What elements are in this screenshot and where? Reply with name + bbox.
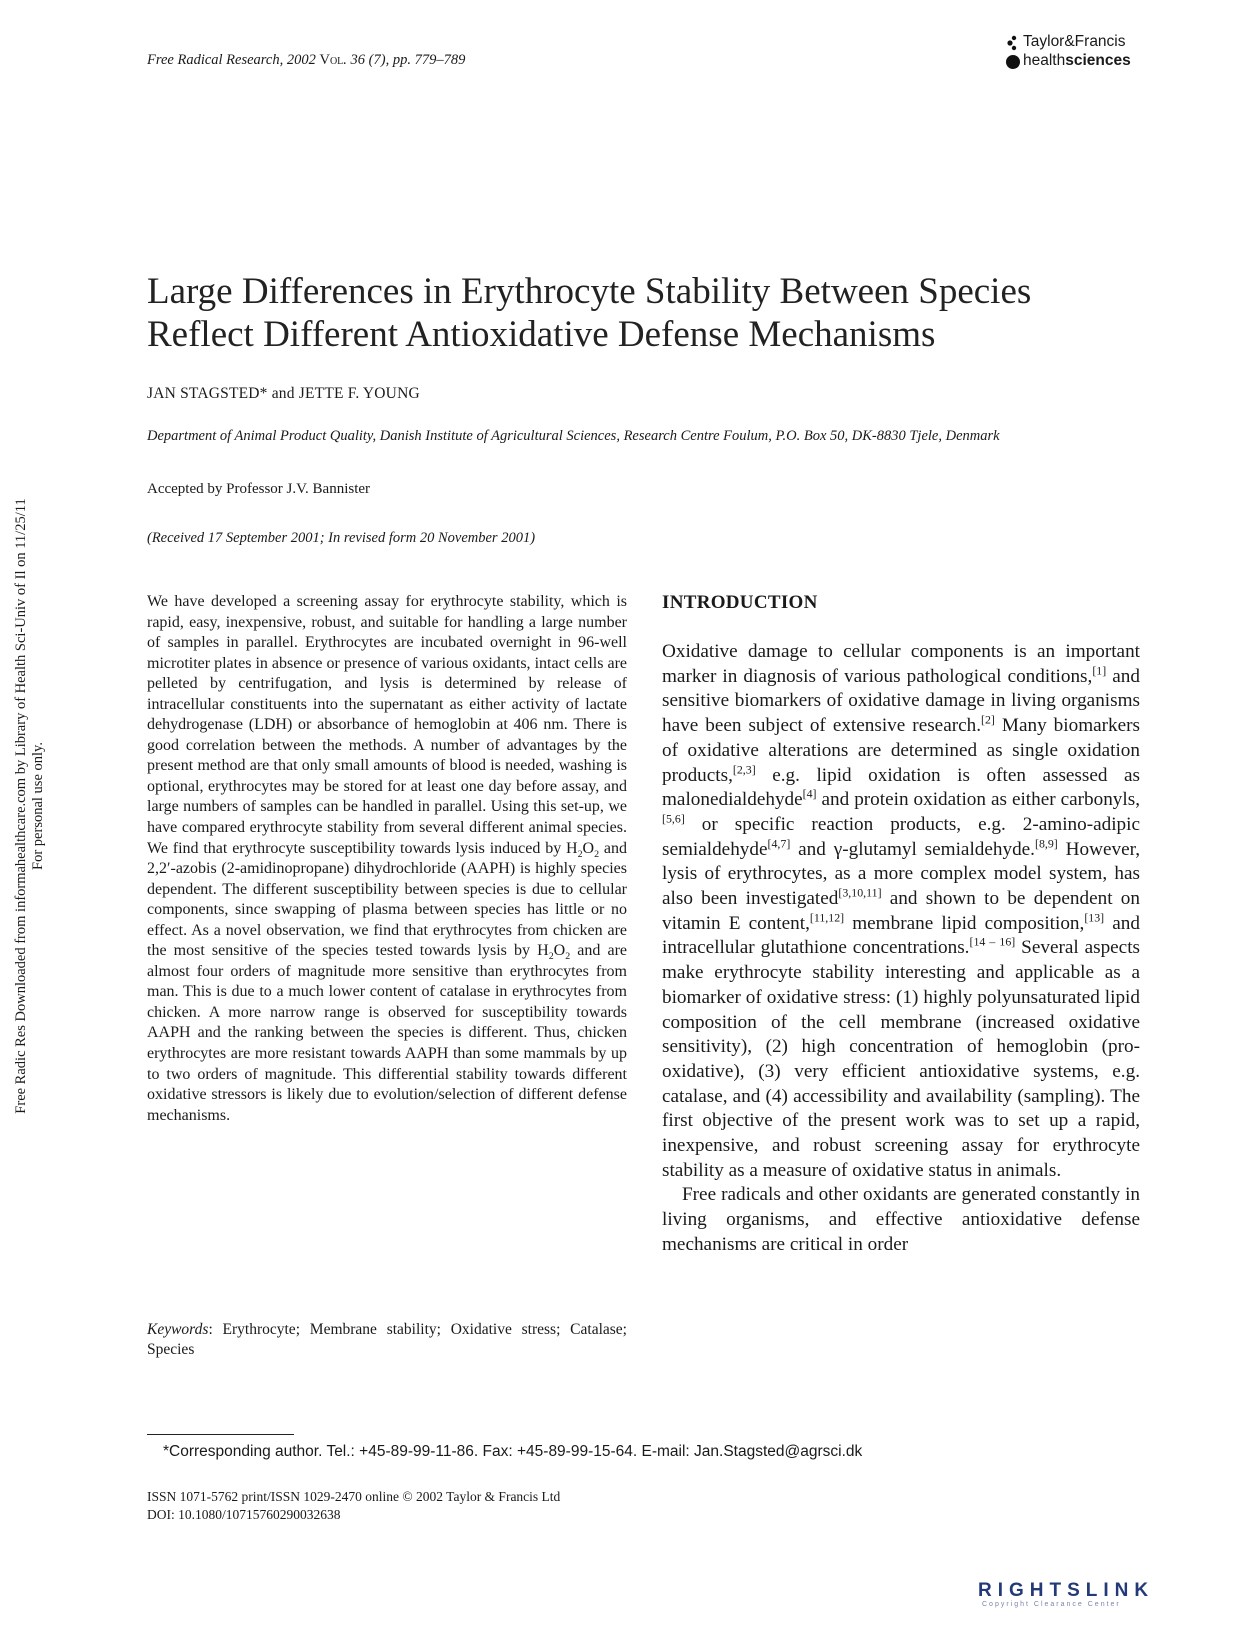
citation-ref: [2] xyxy=(981,712,995,727)
download-note-line1: Free Radic Res Downloaded from informahealthcare.com by Library of Health Sci-Univ of Il on 11/25/11 xyxy=(13,498,29,1114)
citation-ref: [1] xyxy=(1092,663,1107,678)
corresponding-author-footnote: *Corresponding author. Tel.: +45-89-99-11-86. Fax: +45-89-99-15-64. E-mail: Jan.Stagsted@agrsci.dk xyxy=(163,1443,863,1460)
section-heading-introduction: INTRODUCTION xyxy=(662,592,818,613)
publisher-name: Taylor&Francis xyxy=(1023,33,1126,50)
citation-ref: [5,6] xyxy=(662,811,685,826)
affiliation: Department of Animal Product Quality, Danish Institute of Agricultural Sciences, Research Centre Foulum, P.O. Box 50, DK-8830 Tjele, Denmark xyxy=(147,428,1000,444)
citation-ref: [13] xyxy=(1084,910,1105,925)
journal-vol-label: Vol xyxy=(319,52,344,68)
introduction-paragraph-1: Oxidative damage to cellular components is an important marker in diagnosis of various pathological conditions,[1] and sensitive biomarkers of oxidative damage in living organisms have been subject of extensive research.[2] Many biomarkers of oxidative alterations are determined as single oxidation products,[2,3] e.g. lipid oxidation is often assessed as malonedialdehyde[4] and protein oxidation as either carbonyls,[5,6] or specific reaction products, e.g. 2-amino-adipic semialdehyde[4,7] and γ-glutamyl semialdehyde.[8,9] However, lysis of erythrocytes, as a more complex model system, has also been investigated[3,10,11] and shown to be dependent on vitamin E content,[11,12] membrane lipid composition,[13] and intracellular glutathione concentrations.[14 – 16] Several aspects make erythrocyte stability interesting and applicable as a biomarker of oxidative stress: (1) highly polyunsaturated lipid composition of the cell membrane (increased oxidative sensitivity), (2) high concentration of hemoglobin (pro-oxidative), (3) very efficient antioxidative systems, e.g. catalase, and (4) accessibility and availability (sampling). The first objective of the present work was to set up a rapid, inexpensive, and robust screening assay for erythrocyte stability as a measure of oxidative status in animals. xyxy=(662,641,1140,1181)
citation-ref: [4] xyxy=(802,786,817,801)
citation-ref: [11,12] xyxy=(809,910,845,925)
keywords-list: : Erythrocyte; Membrane stability; Oxidative stress; Catalase; Species xyxy=(147,1321,627,1358)
publisher-dots-icon xyxy=(1003,35,1023,71)
journal-name: Free Radical Research xyxy=(147,52,280,68)
journal-citation xyxy=(147,52,465,69)
introduction-paragraph-2: Free radicals and other oxidants are generated constantly in living organisms, and effective antioxidative defense mechanisms are critical in order xyxy=(662,1184,1140,1255)
citation-ref: [3,10,11] xyxy=(838,885,882,900)
keywords xyxy=(147,1320,627,1360)
authors: JAN STAGSTED* and JETTE F. YOUNG xyxy=(147,385,420,402)
citation-ref: [4,7] xyxy=(767,836,791,851)
citation-ref: [8,9] xyxy=(1034,836,1058,851)
footnote-divider xyxy=(147,1434,294,1435)
received-dates: (Received 17 September 2001; In revised form 20 November 2001) xyxy=(147,530,536,546)
publisher-imprint: healthsciences xyxy=(1023,52,1131,69)
accepted-by: Accepted by Professor J.V. Bannister xyxy=(147,481,371,497)
citation-ref: [2,3] xyxy=(732,762,756,777)
download-side-note xyxy=(5,456,46,1156)
publisher-logo xyxy=(1003,33,1153,73)
citation-ref: [14 – 16] xyxy=(969,935,1016,950)
journal-volume-pages: . 36 (7), pp. 779–789 xyxy=(343,52,466,68)
keywords-label: Keywords xyxy=(147,1321,209,1338)
rightslink-wordmark: RIGHTSLINK xyxy=(978,1580,1155,1601)
introduction-body xyxy=(662,640,1140,1258)
article-title: Large Differences in Erythrocyte Stability Between Species Reflect Different Antioxidative Defense Mechanisms xyxy=(147,271,1032,355)
issn-line: ISSN 1071-5762 print/ISSN 1029-2470 online © 2002 Taylor & Francis Ltd xyxy=(147,1489,561,1504)
issn-doi-block xyxy=(147,1488,560,1524)
abstract: We have developed a screening assay for erythrocyte stability, which is rapid, easy, inexpensive, robust, and suitable for handling a large number of samples in parallel. Erythrocytes are incubated overnight in 96-well microtiter plates in absence or presence of various oxidants, intact cells are pelleted by centrifugation, and lysis is determined by release of intracellular constituents into the supernatant as either activity of lactate dehydrogenase (LDH) or absorbance of hemoglobin at 406 nm. There is good correlation between the methods. A number of advantages by the present method are that only small amounts of blood is needed, washing is optional, erythrocytes may be stored for at least one day before assay, and large numbers of samples can be handled in parallel. Using this set-up, we have compared erythrocyte stability from several different animal species. We find that erythrocyte susceptibility towards lysis induced by $H_2O_2$ and 2,2′-azobis (2-amidinopropane) dihydrochloride (AAPH) is highly species dependent. The different susceptibility between species is due to cellular components, since swapping of plasma between species has little or no effect. As a novel observation, we find that erythrocytes from chicken are the most sensitive of the species tested towards lysis by $H_2O_2$ and are almost four orders of magnitude more sensitive than erythrocytes from man. This is due to a much lower content of catalase in erythrocytes from chicken. A more narrow range is observed for susceptibility towards AAPH and the ranking between the species is different. Thus, chicken erythrocytes are more resistant towards AAPH than some mammals by up to two orders of magnitude. This differential stability towards different oxidative stressors is likely due to evolution/selection of different defense mechanisms. xyxy=(147,593,628,1124)
download-note-line2: For personal use only. xyxy=(30,742,46,870)
doi-line: DOI: 10.1080/10715760290032638 xyxy=(147,1507,341,1522)
rightslink-tagline: Copyright Clearance Center xyxy=(982,1601,1121,1608)
journal-year: , 2002 xyxy=(279,52,320,68)
rightslink-logo xyxy=(978,1580,1198,1616)
